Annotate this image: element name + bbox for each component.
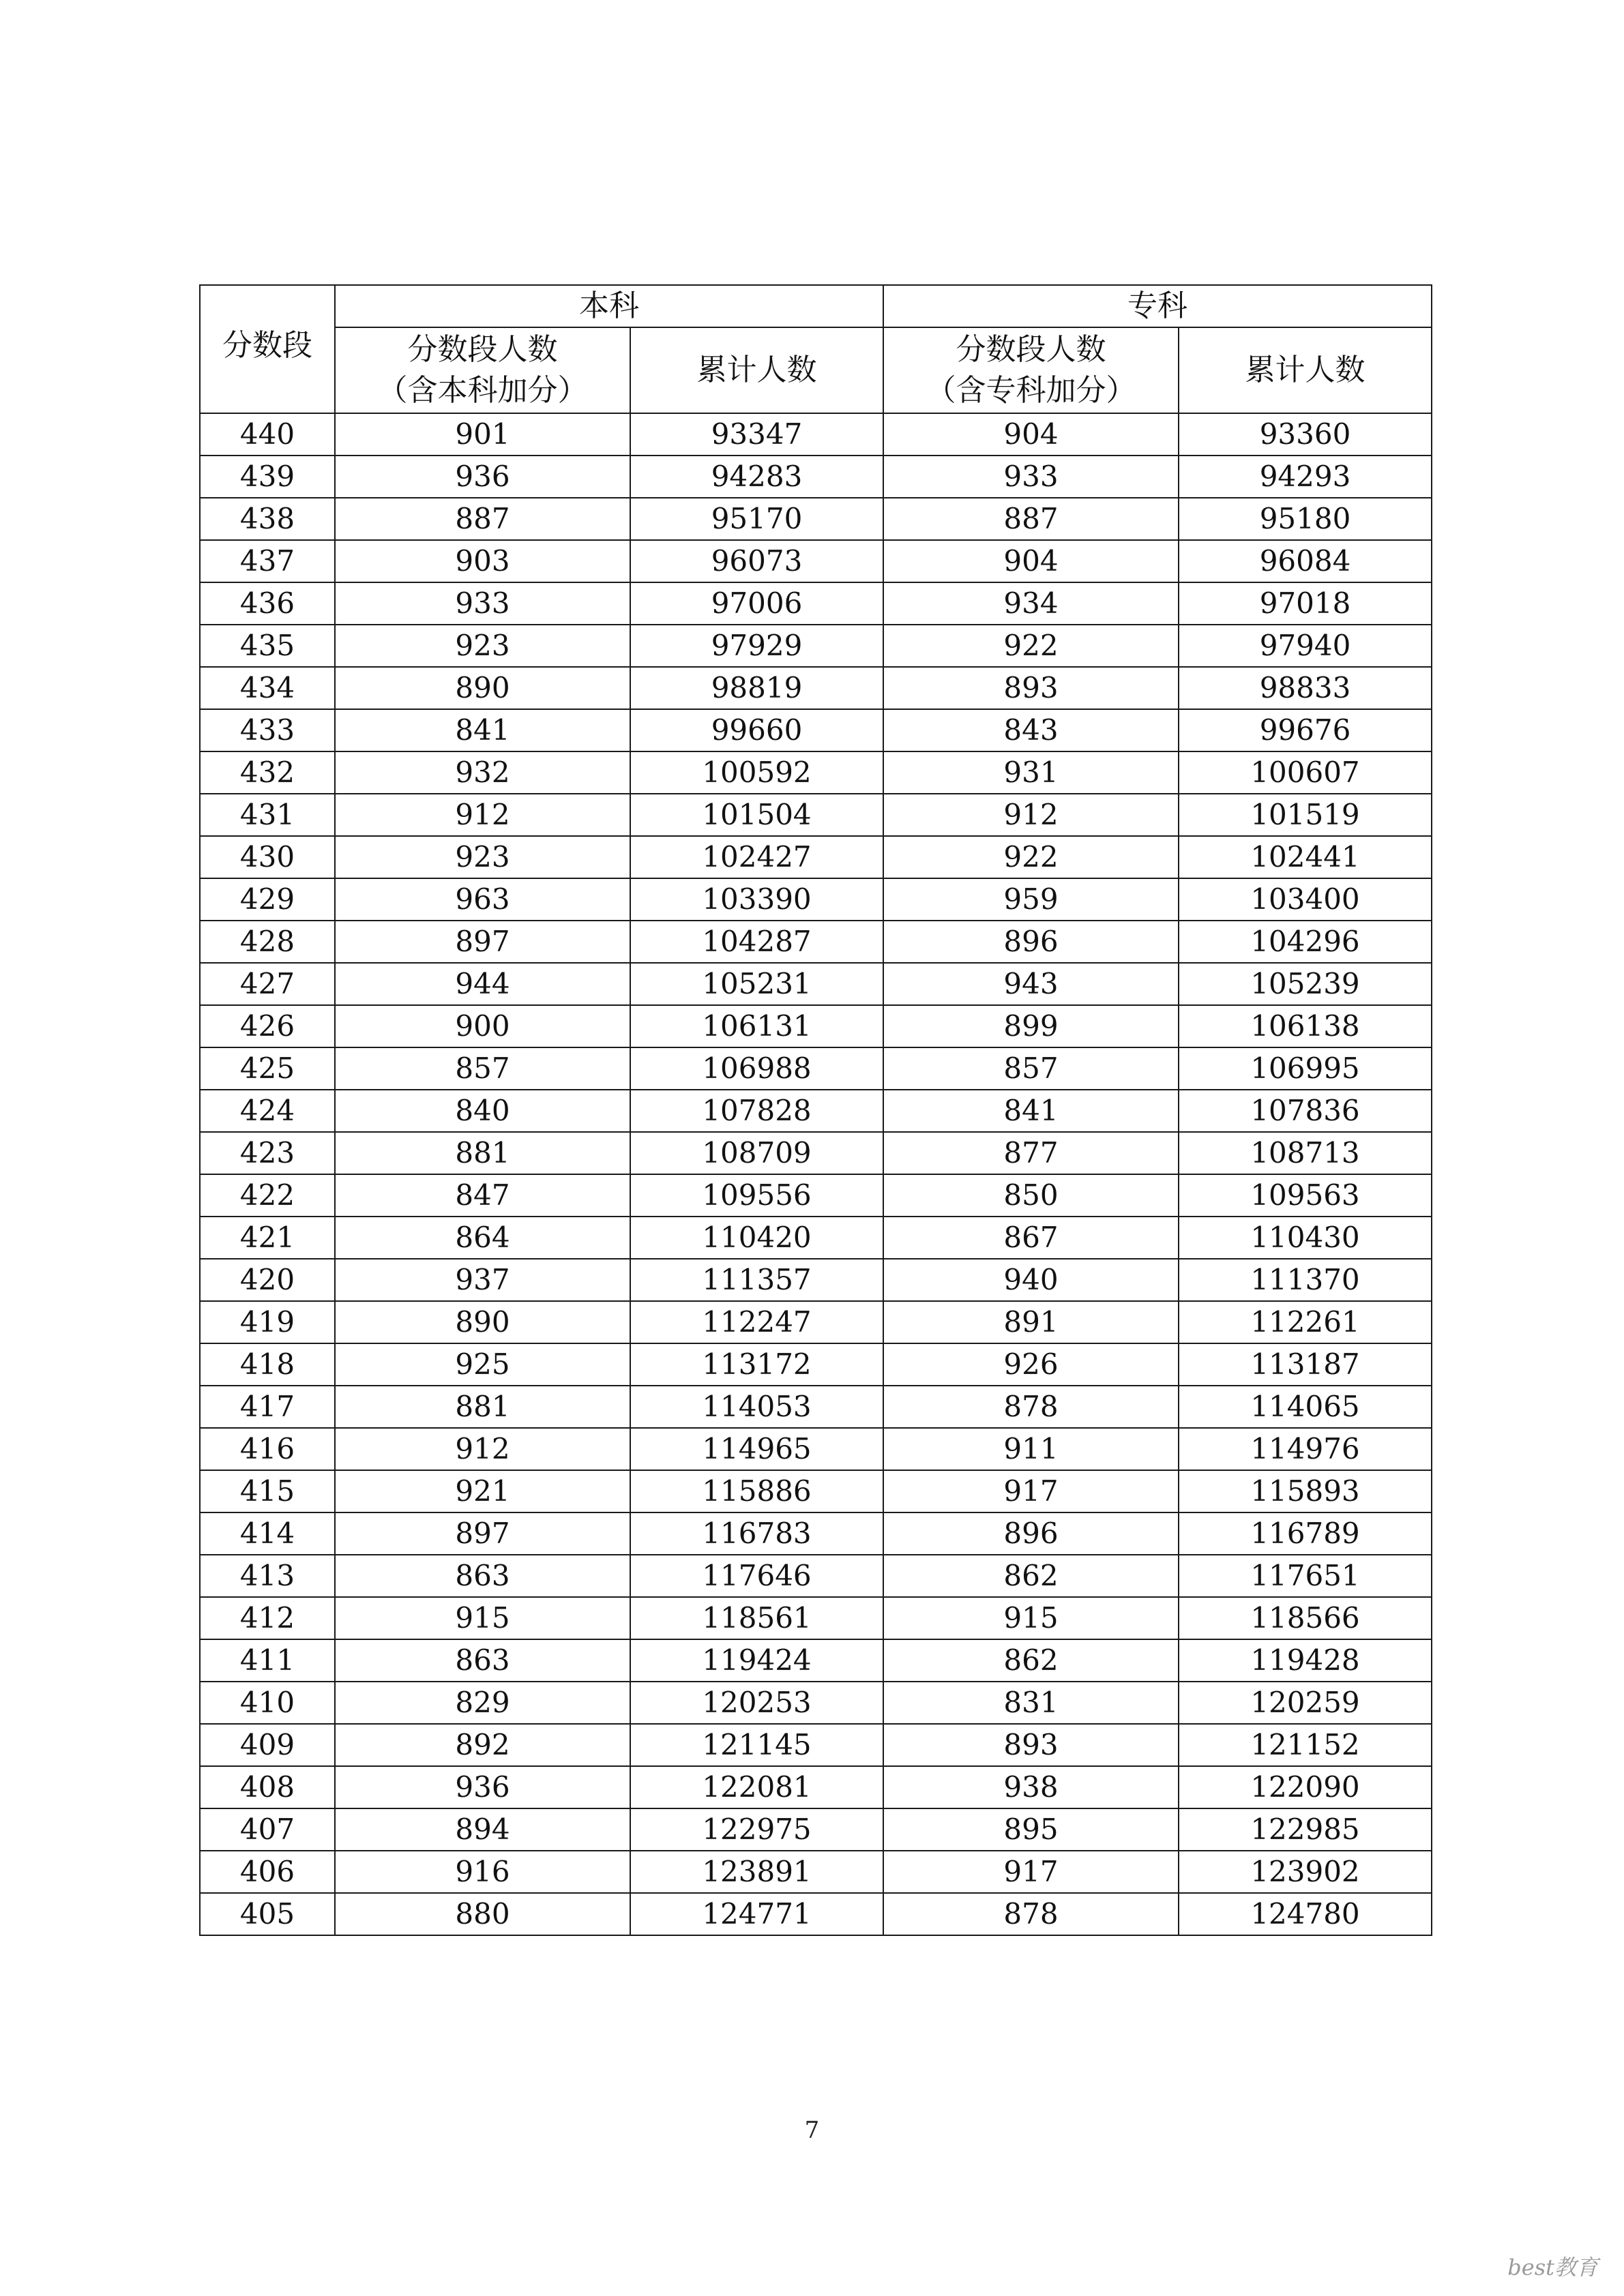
vocational-cumulative-cell: 123902 xyxy=(1179,1851,1432,1893)
table-row xyxy=(200,498,1432,540)
undergraduate-count-cell: 937 xyxy=(335,1259,630,1301)
table-row xyxy=(200,751,1432,794)
undergraduate-count-cell: 864 xyxy=(335,1217,630,1259)
vocational-count-cell: 938 xyxy=(883,1766,1179,1808)
vocational-count-header xyxy=(883,327,1179,413)
vocational-count-cell: 857 xyxy=(883,1047,1179,1090)
undergraduate-count-cell: 944 xyxy=(335,963,630,1005)
vocational-count-cell: 831 xyxy=(883,1682,1179,1724)
vocational-cumulative-cell: 118566 xyxy=(1179,1597,1432,1639)
vocational-cumulative-cell: 124780 xyxy=(1179,1893,1432,1935)
score-cell: 436 xyxy=(200,582,335,625)
undergraduate-count-cell: 916 xyxy=(335,1851,630,1893)
score-distribution-table xyxy=(199,284,1432,1936)
score-cell: 432 xyxy=(200,751,335,794)
undergraduate-cumulative-cell: 112247 xyxy=(630,1301,883,1343)
undergraduate-count-cell: 923 xyxy=(335,625,630,667)
vocational-cumulative-cell: 106138 xyxy=(1179,1005,1432,1047)
undergraduate-cumulative-header: 累计人数 xyxy=(630,327,883,413)
vocational-count-cell: 891 xyxy=(883,1301,1179,1343)
table-row xyxy=(200,1470,1432,1512)
undergraduate-cumulative-cell: 102427 xyxy=(630,836,883,878)
vocational-count-cell: 917 xyxy=(883,1851,1179,1893)
table-row xyxy=(200,1301,1432,1343)
table-row xyxy=(200,1217,1432,1259)
undergraduate-cumulative-cell: 94283 xyxy=(630,456,883,498)
undergraduate-count-cell: 881 xyxy=(335,1386,630,1428)
score-range-header: 分数段 xyxy=(200,285,335,413)
vocational-cumulative-cell: 110430 xyxy=(1179,1217,1432,1259)
vocational-count-cell: 896 xyxy=(883,921,1179,963)
undergraduate-cumulative-cell: 108709 xyxy=(630,1132,883,1174)
vocational-cumulative-cell: 121152 xyxy=(1179,1724,1432,1766)
vocational-count-cell: 862 xyxy=(883,1555,1179,1597)
undergraduate-count-cell: 925 xyxy=(335,1343,630,1386)
table-row xyxy=(200,1555,1432,1597)
undergraduate-count-cell: 847 xyxy=(335,1174,630,1217)
score-cell: 428 xyxy=(200,921,335,963)
undergraduate-cumulative-cell: 107828 xyxy=(630,1090,883,1132)
vocational-cumulative-cell: 106995 xyxy=(1179,1047,1432,1090)
vocational-count-cell: 893 xyxy=(883,1724,1179,1766)
vocational-cumulative-cell: 94293 xyxy=(1179,456,1432,498)
undergraduate-count-cell: 881 xyxy=(335,1132,630,1174)
undergraduate-count-cell: 933 xyxy=(335,582,630,625)
undergraduate-count-cell: 857 xyxy=(335,1047,630,1090)
vocational-count-cell: 911 xyxy=(883,1428,1179,1470)
vocational-cumulative-cell: 104296 xyxy=(1179,921,1432,963)
undergraduate-cumulative-cell: 101504 xyxy=(630,794,883,836)
score-cell: 430 xyxy=(200,836,335,878)
vocational-cumulative-cell: 107836 xyxy=(1179,1090,1432,1132)
score-cell: 413 xyxy=(200,1555,335,1597)
watermark: best教育 xyxy=(1507,2254,1598,2280)
score-cell: 410 xyxy=(200,1682,335,1724)
table-row xyxy=(200,1174,1432,1217)
table-row xyxy=(200,1132,1432,1174)
score-cell: 406 xyxy=(200,1851,335,1893)
undergraduate-count-cell: 936 xyxy=(335,456,630,498)
vocational-cumulative-cell: 114065 xyxy=(1179,1386,1432,1428)
vocational-count-cell: 912 xyxy=(883,794,1179,836)
undergraduate-cumulative-cell: 110420 xyxy=(630,1217,883,1259)
score-cell: 435 xyxy=(200,625,335,667)
vocational-cumulative-cell: 101519 xyxy=(1179,794,1432,836)
vocational-group-header: 专科 xyxy=(883,285,1432,327)
vocational-count-cell: 887 xyxy=(883,498,1179,540)
score-cell: 433 xyxy=(200,709,335,751)
score-cell: 416 xyxy=(200,1428,335,1470)
table-row xyxy=(200,456,1432,498)
undergraduate-cumulative-cell: 93347 xyxy=(630,413,883,456)
vocational-count-cell: 877 xyxy=(883,1132,1179,1174)
vocational-count-cell: 904 xyxy=(883,413,1179,456)
score-cell: 437 xyxy=(200,540,335,582)
score-cell: 411 xyxy=(200,1639,335,1682)
table-row xyxy=(200,963,1432,1005)
table-row xyxy=(200,1597,1432,1639)
table-row xyxy=(200,1682,1432,1724)
undergraduate-cumulative-cell: 118561 xyxy=(630,1597,883,1639)
page-number: 7 xyxy=(804,2117,820,2144)
table-row xyxy=(200,413,1432,456)
vocational-count-cell: 934 xyxy=(883,582,1179,625)
vocational-cumulative-cell: 114976 xyxy=(1179,1428,1432,1470)
vocational-count-header-line1: 分数段人数 xyxy=(956,332,1106,367)
undergraduate-cumulative-cell: 104287 xyxy=(630,921,883,963)
undergraduate-cumulative-cell: 115886 xyxy=(630,1470,883,1512)
vocational-cumulative-cell: 100607 xyxy=(1179,751,1432,794)
undergraduate-cumulative-cell: 96073 xyxy=(630,540,883,582)
undergraduate-count-cell: 897 xyxy=(335,921,630,963)
score-cell: 440 xyxy=(200,413,335,456)
vocational-count-cell: 915 xyxy=(883,1597,1179,1639)
vocational-count-cell: 922 xyxy=(883,836,1179,878)
score-cell: 419 xyxy=(200,1301,335,1343)
undergraduate-cumulative-cell: 124771 xyxy=(630,1893,883,1935)
undergraduate-cumulative-cell: 105231 xyxy=(630,963,883,1005)
table-row xyxy=(200,1766,1432,1808)
vocational-cumulative-cell: 95180 xyxy=(1179,498,1432,540)
undergraduate-cumulative-cell: 114965 xyxy=(630,1428,883,1470)
undergraduate-count-cell: 903 xyxy=(335,540,630,582)
undergraduate-count-cell: 863 xyxy=(335,1639,630,1682)
vocational-cumulative-cell: 115893 xyxy=(1179,1470,1432,1512)
undergraduate-count-header-line1: 分数段人数 xyxy=(407,332,558,367)
score-cell: 414 xyxy=(200,1512,335,1555)
undergraduate-cumulative-cell: 98819 xyxy=(630,667,883,709)
score-cell: 407 xyxy=(200,1808,335,1851)
undergraduate-cumulative-cell: 106988 xyxy=(630,1047,883,1090)
undergraduate-group-header: 本科 xyxy=(335,285,883,327)
undergraduate-cumulative-cell: 116783 xyxy=(630,1512,883,1555)
score-cell: 408 xyxy=(200,1766,335,1808)
table-row xyxy=(200,1428,1432,1470)
undergraduate-cumulative-cell: 121145 xyxy=(630,1724,883,1766)
vocational-count-cell: 943 xyxy=(883,963,1179,1005)
table-row xyxy=(200,1259,1432,1301)
table-row xyxy=(200,1090,1432,1132)
table-row xyxy=(200,1851,1432,1893)
vocational-cumulative-cell: 97940 xyxy=(1179,625,1432,667)
vocational-count-cell: 931 xyxy=(883,751,1179,794)
undergraduate-count-cell: 840 xyxy=(335,1090,630,1132)
vocational-count-cell: 878 xyxy=(883,1386,1179,1428)
undergraduate-count-cell: 887 xyxy=(335,498,630,540)
score-cell: 426 xyxy=(200,1005,335,1047)
undergraduate-count-header xyxy=(335,327,630,413)
vocational-count-cell: 940 xyxy=(883,1259,1179,1301)
undergraduate-cumulative-cell: 123891 xyxy=(630,1851,883,1893)
undergraduate-cumulative-cell: 99660 xyxy=(630,709,883,751)
undergraduate-cumulative-cell: 114053 xyxy=(630,1386,883,1428)
score-cell: 420 xyxy=(200,1259,335,1301)
score-cell: 412 xyxy=(200,1597,335,1639)
vocational-count-cell: 933 xyxy=(883,456,1179,498)
undergraduate-count-cell: 890 xyxy=(335,667,630,709)
vocational-cumulative-cell: 102441 xyxy=(1179,836,1432,878)
header-row-columns xyxy=(200,327,1432,413)
vocational-cumulative-cell: 120259 xyxy=(1179,1682,1432,1724)
vocational-cumulative-cell: 122090 xyxy=(1179,1766,1432,1808)
table-row xyxy=(200,667,1432,709)
vocational-count-cell: 867 xyxy=(883,1217,1179,1259)
score-cell: 431 xyxy=(200,794,335,836)
table-row xyxy=(200,1893,1432,1935)
vocational-count-cell: 862 xyxy=(883,1639,1179,1682)
vocational-count-cell: 904 xyxy=(883,540,1179,582)
undergraduate-count-cell: 841 xyxy=(335,709,630,751)
vocational-cumulative-cell: 105239 xyxy=(1179,963,1432,1005)
vocational-cumulative-cell: 111370 xyxy=(1179,1259,1432,1301)
undergraduate-count-cell: 894 xyxy=(335,1808,630,1851)
score-cell: 427 xyxy=(200,963,335,1005)
score-cell: 421 xyxy=(200,1217,335,1259)
undergraduate-cumulative-cell: 113172 xyxy=(630,1343,883,1386)
score-cell: 417 xyxy=(200,1386,335,1428)
table-row xyxy=(200,794,1432,836)
vocational-count-cell: 843 xyxy=(883,709,1179,751)
vocational-cumulative-cell: 117651 xyxy=(1179,1555,1432,1597)
undergraduate-count-cell: 897 xyxy=(335,1512,630,1555)
header-row-groups xyxy=(200,285,1432,327)
score-cell: 405 xyxy=(200,1893,335,1935)
vocational-cumulative-cell: 113187 xyxy=(1179,1343,1432,1386)
undergraduate-count-cell: 863 xyxy=(335,1555,630,1597)
vocational-cumulative-cell: 93360 xyxy=(1179,413,1432,456)
vocational-count-cell: 850 xyxy=(883,1174,1179,1217)
score-cell: 425 xyxy=(200,1047,335,1090)
undergraduate-count-cell: 901 xyxy=(335,413,630,456)
table-row xyxy=(200,709,1432,751)
score-cell: 415 xyxy=(200,1470,335,1512)
vocational-count-header-line2: （含专科加分） xyxy=(926,373,1136,408)
vocational-cumulative-header: 累计人数 xyxy=(1179,327,1432,413)
vocational-cumulative-cell: 98833 xyxy=(1179,667,1432,709)
undergraduate-cumulative-cell: 106131 xyxy=(630,1005,883,1047)
undergraduate-count-cell: 892 xyxy=(335,1724,630,1766)
score-cell: 438 xyxy=(200,498,335,540)
vocational-count-cell: 926 xyxy=(883,1343,1179,1386)
table-row xyxy=(200,921,1432,963)
vocational-cumulative-cell: 112261 xyxy=(1179,1301,1432,1343)
undergraduate-count-cell: 880 xyxy=(335,1893,630,1935)
vocational-cumulative-cell: 103400 xyxy=(1179,878,1432,921)
undergraduate-cumulative-cell: 103390 xyxy=(630,878,883,921)
table-body xyxy=(200,413,1432,1935)
vocational-cumulative-cell: 122985 xyxy=(1179,1808,1432,1851)
vocational-cumulative-cell: 108713 xyxy=(1179,1132,1432,1174)
vocational-cumulative-cell: 99676 xyxy=(1179,709,1432,751)
undergraduate-count-header-line2: （含本科加分） xyxy=(377,373,588,408)
undergraduate-count-cell: 829 xyxy=(335,1682,630,1724)
table-row xyxy=(200,836,1432,878)
vocational-count-cell: 922 xyxy=(883,625,1179,667)
score-cell: 434 xyxy=(200,667,335,709)
undergraduate-count-cell: 936 xyxy=(335,1766,630,1808)
vocational-count-cell: 917 xyxy=(883,1470,1179,1512)
undergraduate-cumulative-cell: 119424 xyxy=(630,1639,883,1682)
score-cell: 439 xyxy=(200,456,335,498)
score-cell: 418 xyxy=(200,1343,335,1386)
vocational-count-cell: 895 xyxy=(883,1808,1179,1851)
table-row xyxy=(200,1724,1432,1766)
score-cell: 424 xyxy=(200,1090,335,1132)
table-row xyxy=(200,1639,1432,1682)
table-row xyxy=(200,1512,1432,1555)
undergraduate-cumulative-cell: 100592 xyxy=(630,751,883,794)
table-row xyxy=(200,582,1432,625)
vocational-count-cell: 893 xyxy=(883,667,1179,709)
score-cell: 423 xyxy=(200,1132,335,1174)
undergraduate-cumulative-cell: 95170 xyxy=(630,498,883,540)
vocational-count-cell: 841 xyxy=(883,1090,1179,1132)
table-row xyxy=(200,625,1432,667)
undergraduate-cumulative-cell: 97006 xyxy=(630,582,883,625)
undergraduate-count-cell: 915 xyxy=(335,1597,630,1639)
vocational-count-cell: 899 xyxy=(883,1005,1179,1047)
undergraduate-count-cell: 932 xyxy=(335,751,630,794)
table-row xyxy=(200,1005,1432,1047)
score-cell: 429 xyxy=(200,878,335,921)
undergraduate-count-cell: 890 xyxy=(335,1301,630,1343)
vocational-cumulative-cell: 109563 xyxy=(1179,1174,1432,1217)
score-cell: 422 xyxy=(200,1174,335,1217)
vocational-cumulative-cell: 119428 xyxy=(1179,1639,1432,1682)
undergraduate-cumulative-cell: 122081 xyxy=(630,1766,883,1808)
undergraduate-cumulative-cell: 117646 xyxy=(630,1555,883,1597)
table-row xyxy=(200,1386,1432,1428)
table-row xyxy=(200,540,1432,582)
undergraduate-count-cell: 921 xyxy=(335,1470,630,1512)
table-row xyxy=(200,1808,1432,1851)
vocational-cumulative-cell: 97018 xyxy=(1179,582,1432,625)
undergraduate-count-cell: 912 xyxy=(335,1428,630,1470)
table-row xyxy=(200,1047,1432,1090)
score-cell: 409 xyxy=(200,1724,335,1766)
undergraduate-cumulative-cell: 111357 xyxy=(630,1259,883,1301)
undergraduate-cumulative-cell: 109556 xyxy=(630,1174,883,1217)
vocational-count-cell: 878 xyxy=(883,1893,1179,1935)
vocational-cumulative-cell: 116789 xyxy=(1179,1512,1432,1555)
undergraduate-count-cell: 912 xyxy=(335,794,630,836)
vocational-cumulative-cell: 96084 xyxy=(1179,540,1432,582)
undergraduate-cumulative-cell: 122975 xyxy=(630,1808,883,1851)
undergraduate-cumulative-cell: 97929 xyxy=(630,625,883,667)
vocational-count-cell: 896 xyxy=(883,1512,1179,1555)
table-row xyxy=(200,1343,1432,1386)
undergraduate-count-cell: 923 xyxy=(335,836,630,878)
undergraduate-count-cell: 963 xyxy=(335,878,630,921)
undergraduate-count-cell: 900 xyxy=(335,1005,630,1047)
undergraduate-cumulative-cell: 120253 xyxy=(630,1682,883,1724)
table-row xyxy=(200,878,1432,921)
vocational-count-cell: 959 xyxy=(883,878,1179,921)
